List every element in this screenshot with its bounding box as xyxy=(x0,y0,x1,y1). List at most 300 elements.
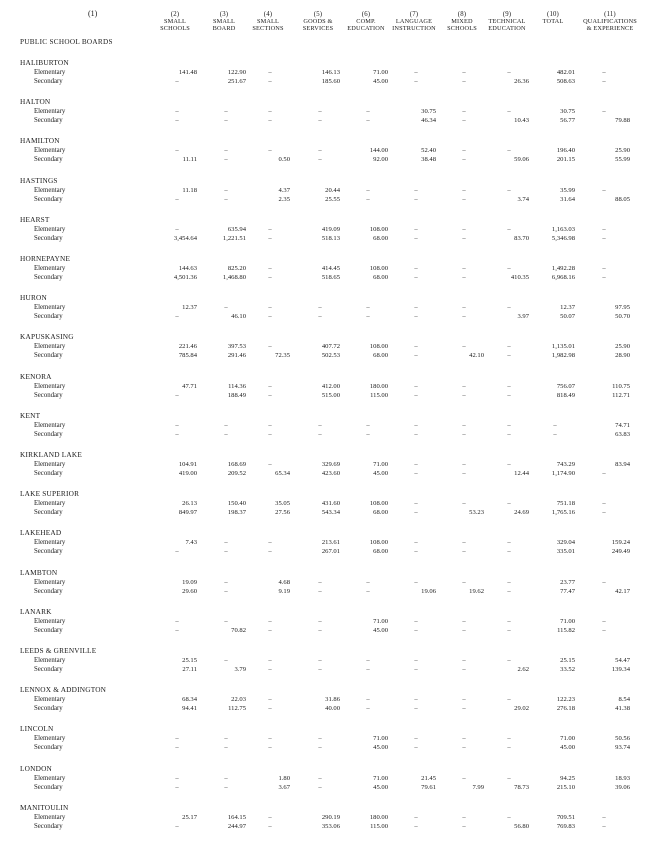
board-name: HORNEPAYNE xyxy=(20,254,71,263)
row-label: Secondary xyxy=(34,313,63,321)
table-cell: – xyxy=(462,744,466,752)
table-cell: 1,982.98 xyxy=(551,352,575,360)
table-cell: – xyxy=(414,421,418,429)
column-header-line: EDUCATION xyxy=(488,25,526,33)
table-cell: 150.40 xyxy=(227,500,246,508)
table-cell: – xyxy=(507,225,511,233)
row-label: Secondary xyxy=(34,430,63,438)
table-cell: – xyxy=(462,617,466,625)
column-number: (7) xyxy=(409,11,419,18)
table-cell: – xyxy=(507,587,511,595)
table-cell: – xyxy=(366,195,370,203)
table-cell: 329.69 xyxy=(321,461,340,468)
board-name: HEARST xyxy=(20,214,50,224)
board-group xyxy=(0,97,658,137)
table-cell: 97.95 xyxy=(615,304,630,312)
table-cell: 71.00 xyxy=(373,69,388,76)
table-cell: – xyxy=(175,195,179,203)
table-cell: – xyxy=(507,461,511,468)
table-cell: 244.97 xyxy=(227,822,246,830)
row-label: Secondary xyxy=(34,234,63,242)
row-label: Secondary xyxy=(34,470,63,477)
table-cell: 185.60 xyxy=(321,78,340,85)
table-cell: – xyxy=(414,548,418,556)
table-cell: – xyxy=(318,108,322,116)
table-cell: – xyxy=(318,744,322,752)
table-cell: 6,968.16 xyxy=(551,274,575,281)
table-cell: 45.00 xyxy=(373,626,388,634)
row-label: Elementary xyxy=(34,657,66,664)
table-cell: 71.00 xyxy=(373,735,388,743)
table-cell: – xyxy=(224,539,228,547)
table-cell: 141.48 xyxy=(178,69,197,76)
table-cell: – xyxy=(224,548,228,556)
table-cell: – xyxy=(507,617,511,625)
table-cell: – xyxy=(414,539,418,547)
column-header-line: LANGUAGE xyxy=(395,18,433,26)
table-cell: – xyxy=(462,461,466,468)
table-cell: 159.24 xyxy=(611,539,630,547)
table-cell: – xyxy=(553,421,557,429)
table-cell: 112.71 xyxy=(612,391,630,399)
table-cell: – xyxy=(268,744,272,752)
table-cell: 71.00 xyxy=(560,617,575,625)
table-cell: 10.43 xyxy=(514,117,529,125)
table-cell: 50.56 xyxy=(615,735,630,743)
table-cell: 291.46 xyxy=(227,352,246,360)
table-cell: 56.77 xyxy=(560,117,575,125)
table-cell: 818.49 xyxy=(556,391,575,399)
table-cell: – xyxy=(507,108,511,116)
table-cell: 19.09 xyxy=(182,578,197,586)
table-cell: – xyxy=(462,500,466,508)
table-cell: 12.37 xyxy=(182,304,197,312)
table-cell: 335.01 xyxy=(556,548,575,556)
table-cell: – xyxy=(414,696,418,704)
table-cell: – xyxy=(602,78,606,85)
table-cell: – xyxy=(366,657,370,664)
table-cell: – xyxy=(414,813,418,821)
board-group xyxy=(0,724,658,764)
table-cell: – xyxy=(224,304,228,312)
table-cell: 79.88 xyxy=(615,117,630,125)
table-cell: – xyxy=(462,382,466,390)
table-cell: 92.00 xyxy=(373,156,388,164)
table-cell: 54.47 xyxy=(615,657,630,664)
table-cell: – xyxy=(507,186,511,194)
table-cell: – xyxy=(507,578,511,586)
table-cell: – xyxy=(462,813,466,821)
column-header-line: INSTRUCTION xyxy=(392,25,436,33)
table-cell: – xyxy=(268,626,272,634)
board-group xyxy=(0,607,658,647)
row-label: Elementary xyxy=(34,461,66,468)
table-cell: – xyxy=(268,225,272,233)
table-cell: 35.99 xyxy=(560,186,575,194)
table-cell: – xyxy=(268,78,272,85)
row-label: Elementary xyxy=(34,813,66,821)
board-name: LENNOX & ADDINGTON xyxy=(20,685,107,695)
table-cell: 71.00 xyxy=(373,774,388,782)
table-cell: – xyxy=(224,195,228,203)
table-cell: – xyxy=(602,69,606,76)
table-cell: – xyxy=(462,705,466,713)
table-cell: – xyxy=(414,626,418,634)
table-cell: 38.48 xyxy=(421,156,436,164)
table-cell: – xyxy=(462,69,466,76)
row-label: Elementary xyxy=(34,539,66,547)
table-cell: 78.73 xyxy=(514,783,529,791)
row-label: Secondary xyxy=(34,587,63,595)
row-label: Secondary xyxy=(34,352,63,360)
table-cell: – xyxy=(602,509,606,517)
table-cell: – xyxy=(175,735,179,743)
table-cell: – xyxy=(268,265,272,272)
table-cell: – xyxy=(507,735,511,743)
table-cell: 12.44 xyxy=(514,470,529,477)
table-cell: 71.00 xyxy=(373,617,388,625)
table-cell: – xyxy=(318,156,322,164)
table-cell: 756.07 xyxy=(556,382,575,390)
table-cell: – xyxy=(268,69,272,76)
table-cell: 25.90 xyxy=(615,343,630,351)
row-label: Secondary xyxy=(34,195,63,203)
table-cell: 146.13 xyxy=(321,69,340,76)
table-cell: – xyxy=(268,705,272,713)
table-cell: – xyxy=(414,234,418,242)
row-label: Secondary xyxy=(34,156,63,164)
table-cell: – xyxy=(462,657,466,664)
table-cell: 518.13 xyxy=(321,234,340,242)
board-name: HALTON xyxy=(20,97,51,107)
table-cell: 79.61 xyxy=(421,783,436,791)
table-cell: 1,468.80 xyxy=(222,274,246,281)
table-cell: – xyxy=(414,705,418,713)
table-cell: 68.00 xyxy=(373,548,388,556)
table-cell: 221.46 xyxy=(178,343,197,351)
column-header-line: COMP. xyxy=(356,18,376,26)
table-cell: – xyxy=(414,274,418,281)
table-cell: – xyxy=(462,578,466,586)
board-name: KENT xyxy=(20,410,41,420)
table-cell: – xyxy=(462,225,466,233)
table-cell: – xyxy=(414,391,418,399)
table-cell: 769.83 xyxy=(556,822,575,830)
table-cell: – xyxy=(462,234,466,242)
row-label: Elementary xyxy=(34,69,66,76)
table-cell: – xyxy=(318,430,322,438)
table-cell: 83.70 xyxy=(514,234,529,242)
table-cell: – xyxy=(462,156,466,164)
table-cell: – xyxy=(366,705,370,713)
table-cell: – xyxy=(268,147,272,155)
table-cell: – xyxy=(462,117,466,125)
table-cell: – xyxy=(414,382,418,390)
table-cell: – xyxy=(224,186,228,194)
column-number: (6) xyxy=(361,11,371,18)
table-cell: – xyxy=(224,147,228,155)
table-cell: 71.00 xyxy=(560,735,575,743)
table-cell: – xyxy=(366,108,370,116)
row-label: Secondary xyxy=(34,117,63,125)
table-cell: 543.34 xyxy=(321,509,340,517)
table-cell: – xyxy=(366,578,370,586)
table-cell: 47.71 xyxy=(182,382,197,390)
board-group xyxy=(0,528,658,568)
table-cell: – xyxy=(318,578,322,586)
table-cell: – xyxy=(602,813,606,821)
table-cell: 419.00 xyxy=(178,470,197,477)
table-cell: 68.34 xyxy=(182,696,197,704)
table-cell: – xyxy=(507,657,511,664)
table-cell: – xyxy=(462,304,466,312)
table-cell: – xyxy=(366,304,370,312)
table-cell: – xyxy=(507,696,511,704)
board-name: LANARK xyxy=(20,606,52,616)
table-cell: 50.70 xyxy=(615,313,630,321)
row-label: Elementary xyxy=(34,186,66,194)
table-cell: – xyxy=(462,735,466,743)
table-cell: – xyxy=(175,774,179,782)
table-cell: – xyxy=(175,626,179,634)
table-cell: 11.11 xyxy=(182,156,197,164)
table-cell: 2.35 xyxy=(278,195,290,203)
table-cell: 65.34 xyxy=(275,470,290,477)
table-cell: – xyxy=(507,539,511,547)
table-cell: 635.94 xyxy=(227,225,246,233)
table-cell: 180.00 xyxy=(369,813,388,821)
board-name: LAKEHEAD xyxy=(20,528,62,538)
row-label: Elementary xyxy=(34,343,66,351)
board-group xyxy=(0,764,658,804)
table-cell: 515.00 xyxy=(321,391,340,399)
table-cell: – xyxy=(602,626,606,634)
table-cell: 21.45 xyxy=(421,774,436,782)
table-cell: 55.99 xyxy=(615,156,630,164)
table-cell: – xyxy=(268,539,272,547)
table-cell: – xyxy=(224,735,228,743)
table-cell: – xyxy=(414,470,418,477)
table-cell: – xyxy=(318,313,322,321)
table-cell: 83.94 xyxy=(615,461,630,468)
table-cell: – xyxy=(507,382,511,390)
table-cell: 825.20 xyxy=(227,265,246,272)
board-name: MANITOULIN xyxy=(20,802,69,812)
table-cell: 68.00 xyxy=(373,509,388,517)
table-cell: 31.86 xyxy=(325,696,340,704)
table-cell: – xyxy=(507,548,511,556)
board-name: HURON xyxy=(20,293,47,303)
table-cell: – xyxy=(175,744,179,752)
table-cell: 26.13 xyxy=(182,500,197,508)
column-1-number: (1) xyxy=(88,9,98,18)
table-cell: – xyxy=(602,186,606,194)
column-header-line: TOTAL xyxy=(542,18,564,26)
table-cell: – xyxy=(414,822,418,830)
table-cell: 40.00 xyxy=(325,705,340,713)
table-cell: – xyxy=(414,461,418,468)
table-cell: – xyxy=(318,666,322,673)
table-cell: – xyxy=(268,430,272,438)
table-cell: 25.17 xyxy=(182,813,197,821)
table-cell: 115.82 xyxy=(557,626,575,634)
table-cell: 329.04 xyxy=(556,539,575,547)
table-cell: – xyxy=(507,421,511,429)
table-cell: – xyxy=(462,548,466,556)
table-cell: 31.64 xyxy=(560,195,575,203)
table-cell: 115.00 xyxy=(370,822,388,830)
table-cell: – xyxy=(507,430,511,438)
column-header-line: QUALIFICATIONS xyxy=(583,18,637,26)
table-cell: – xyxy=(224,578,228,586)
row-label: Elementary xyxy=(34,382,66,390)
table-cell: – xyxy=(507,352,511,360)
table-cell: 215.10 xyxy=(556,783,575,791)
table-cell: – xyxy=(318,304,322,312)
table-cell: – xyxy=(224,587,228,595)
column-header-line: BOARD xyxy=(212,25,236,33)
row-label: Elementary xyxy=(34,578,66,586)
table-cell: 71.00 xyxy=(373,461,388,468)
table-cell: – xyxy=(602,274,606,281)
table-cell: – xyxy=(462,470,466,477)
table-cell: 3.67 xyxy=(278,783,290,791)
table-cell: 144.00 xyxy=(369,147,388,155)
table-cell: 209.52 xyxy=(227,470,246,477)
column-number: (2) xyxy=(170,11,180,18)
table-cell: 785.84 xyxy=(178,352,197,360)
table-cell: 28.90 xyxy=(615,352,630,360)
table-cell: 63.83 xyxy=(615,430,630,438)
table-cell: 108.00 xyxy=(369,265,388,272)
table-cell: – xyxy=(268,108,272,116)
table-cell: – xyxy=(414,352,418,360)
row-label: Elementary xyxy=(34,735,66,743)
row-label: Elementary xyxy=(34,147,66,155)
table-cell: – xyxy=(507,343,511,351)
table-cell: – xyxy=(507,304,511,312)
table-cell: – xyxy=(462,696,466,704)
table-cell: – xyxy=(175,108,179,116)
row-label: Secondary xyxy=(34,822,63,830)
stub-title: PUBLIC SCHOOL BOARDS xyxy=(20,38,113,46)
board-name: LEEDS & GRENVILLE xyxy=(20,646,97,655)
table-cell: – xyxy=(268,304,272,312)
table-cell: 397.53 xyxy=(227,343,246,351)
table-cell: 251.67 xyxy=(227,78,246,85)
table-cell: 108.00 xyxy=(369,225,388,233)
board-name: KAPUSKASING xyxy=(20,332,74,342)
table-cell: 108.00 xyxy=(369,343,388,351)
table-cell: – xyxy=(318,783,322,791)
column-header xyxy=(523,11,583,25)
table-cell: – xyxy=(507,813,511,821)
table-cell: – xyxy=(462,274,466,281)
board-name: KENORA xyxy=(20,371,52,381)
table-cell: – xyxy=(268,117,272,125)
table-cell: – xyxy=(175,391,179,399)
column-number: (3) xyxy=(219,11,229,18)
board-group xyxy=(0,254,658,294)
table-cell: 482.01 xyxy=(556,69,575,76)
row-label: Elementary xyxy=(34,421,66,429)
table-cell: – xyxy=(268,274,272,281)
table-cell: – xyxy=(507,391,511,399)
table-cell: 46.10 xyxy=(231,313,246,321)
table-cell: 27.56 xyxy=(275,509,290,517)
row-label: Secondary xyxy=(34,626,63,634)
table-cell: – xyxy=(414,657,418,664)
table-cell: – xyxy=(175,617,179,625)
table-cell: – xyxy=(602,578,606,586)
table-cell: – xyxy=(414,578,418,586)
table-cell: – xyxy=(224,108,228,116)
table-cell: 164.15 xyxy=(227,813,246,821)
table-cell: 423.60 xyxy=(321,470,340,477)
table-cell: – xyxy=(318,735,322,743)
table-cell: 518.65 xyxy=(321,274,340,281)
column-header-line: SCHOOLS xyxy=(447,25,477,33)
table-cell: 1,163.03 xyxy=(551,225,575,233)
table-cell: 11.18 xyxy=(182,186,197,194)
table-cell: – xyxy=(462,108,466,116)
table-cell: – xyxy=(414,666,418,673)
table-cell: 410.35 xyxy=(510,274,529,281)
table-cell: 139.34 xyxy=(611,666,630,673)
table-cell: – xyxy=(268,548,272,556)
table-cell: – xyxy=(507,744,511,752)
table-cell: – xyxy=(224,430,228,438)
table-cell: – xyxy=(175,313,179,321)
table-cell: 25.90 xyxy=(615,147,630,155)
row-label: Secondary xyxy=(34,509,63,517)
table-cell: – xyxy=(318,421,322,429)
table-cell: – xyxy=(366,186,370,194)
table-cell: – xyxy=(602,225,606,233)
column-header-line: GOODS & xyxy=(303,18,333,26)
table-cell: 431.60 xyxy=(321,500,340,508)
table-cell: 4,501.36 xyxy=(173,274,197,281)
table-cell: 188.49 xyxy=(227,391,246,399)
table-cell: – xyxy=(414,265,418,272)
column-header-line: SCHOOLS xyxy=(160,25,190,33)
table-cell: – xyxy=(318,617,322,625)
table-cell: – xyxy=(507,626,511,634)
board-name: HASTINGS xyxy=(20,175,58,185)
table-cell: – xyxy=(175,430,179,438)
table-cell: – xyxy=(318,587,322,595)
table-cell: – xyxy=(224,744,228,752)
table-cell: – xyxy=(268,382,272,390)
row-label: Secondary xyxy=(34,78,63,85)
table-cell: – xyxy=(602,617,606,625)
row-label: Elementary xyxy=(34,500,66,508)
table-cell: – xyxy=(414,225,418,233)
board-group xyxy=(0,568,658,608)
table-cell: – xyxy=(462,539,466,547)
table-cell: – xyxy=(553,430,557,438)
column-header-line: SMALL xyxy=(212,18,236,26)
table-cell: 68.00 xyxy=(373,274,388,281)
row-label: Elementary xyxy=(34,265,66,272)
table-cell: 30.75 xyxy=(421,108,436,116)
table-cell: 201.15 xyxy=(556,156,575,164)
table-cell: 180.00 xyxy=(369,382,388,390)
table-cell: – xyxy=(224,783,228,791)
table-cell: 751.18 xyxy=(556,500,575,508)
table-cell: – xyxy=(462,666,466,673)
board-name: LAMBTON xyxy=(20,567,58,577)
